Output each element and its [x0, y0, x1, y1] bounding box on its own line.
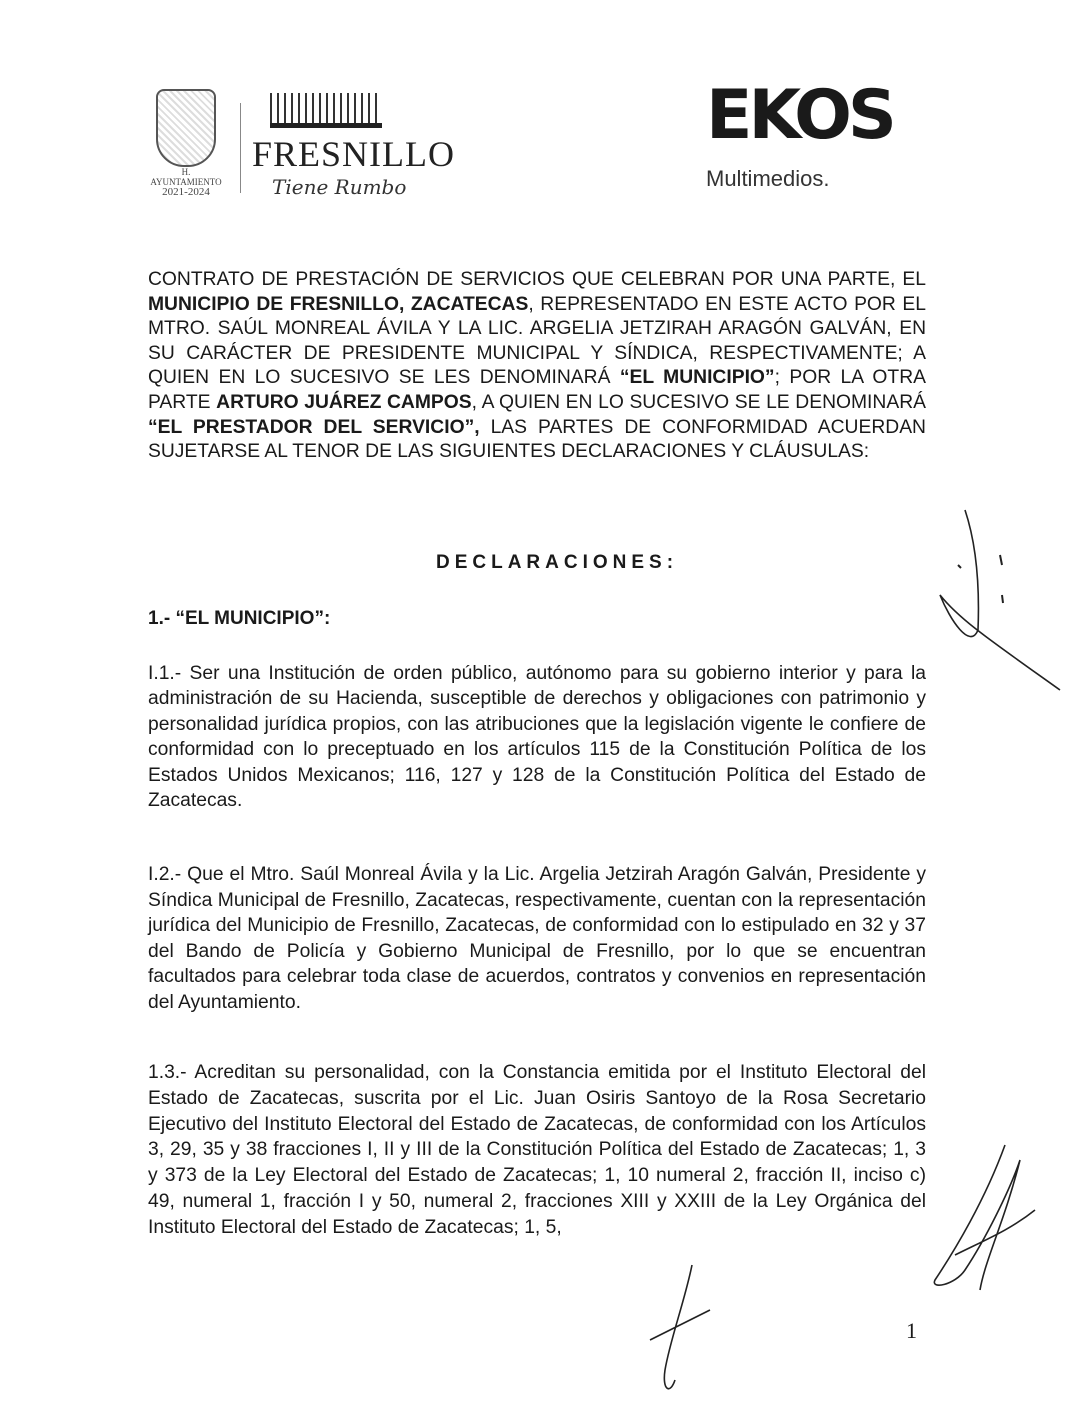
page-number: 1 [906, 1318, 917, 1343]
ayuntamiento-label [150, 167, 222, 197]
intro-bold: ARTURO JUÁREZ CAMPOS [216, 391, 472, 413]
ekos-logo [700, 76, 900, 200]
fresnillo-skyline-icon [270, 93, 382, 128]
logo-divider [240, 103, 241, 193]
intro-bold: MUNICIPIO DE FRESNILLO, ZACATECAS [148, 293, 529, 315]
intro-text: CONTRATO DE PRESTACIÓN DE SERVICIOS QUE CELEBRAN POR UNA PARTE, EL [148, 269, 926, 290]
paragraph-i2: I.2.- Que el Mtro. Saúl Monreal Ávila y la Lic. Argelia Jetzirah Aragón Galván, Presidente y Síndica Municipal de Fresnillo, Zacatecas, respectivamente, cuentan con la representación jurídica del Municipio de Fresnillo, Zacatecas, de conformidad con lo estipulado en 32 y 37 del Bando de Policía y Gobierno Municipal de Fresnillo, por lo que se encuentran facultados para celebrar toda clase de acuerdos, contratos y convenios en representación del Ayuntamiento. [148, 864, 926, 1013]
section-heading: 1.- “EL MUNICIPIO”: [148, 608, 331, 629]
intro-text: LAS PARTES DE CONFORMIDAD ACUERDAN SUJETARSE AL TENOR DE LAS SIGUIENTES DECLARACIONES Y CLÁUSULAS: [148, 416, 926, 463]
fresnillo-slogan: Tiene Rumbo [272, 175, 407, 199]
intro-bold: “EL MUNICIPIO” [619, 367, 775, 389]
intro-text: , A QUIEN EN LO SUCESIVO SE LE DENOMINARÁ [471, 391, 926, 413]
intro-text: , REPRESENTADO EN ESTE ACTO POR EL MTRO. SAÚL MONREAL ÁVILA Y LA LIC. ARGELIA JETZIRAH ARAGÓN GALVÁN, EN SU CARÁCTER DE PRESIDENTE MUNICIPAL Y SÍNDICA, RESPECTIVAMENTE; A QUIEN EN LO SUCESIVO SE LES DENOMINARÁ [148, 293, 927, 389]
municipal-shield-icon [156, 89, 216, 167]
contract-intro [148, 268, 926, 465]
signature-mark [925, 1140, 1045, 1310]
paragraph-i3: 1.3.- Acreditan su personalidad, con la Constancia emitida por el Instituto Electoral del Estado de Zacatecas, suscrita por el Lic. Juan Osiris Santoyo de la Rosa Secretario Ejecutivo del Instituto Electoral del Estado de Zacatecas, de conformidad con los Artículos 3, 29, 35 y 38 fracciones I, II y III de la Constitución Política del Estado de Zacatecas; 1, 3 y 373 de la Ley Electoral del Estado de Zacatecas; 1, 10 numeral 2, fracción II, inciso c) 49, numeral 1, fracción I y 50, numeral 2, fracciones XIII y XXIII de la Ley Orgánica del Instituto Electoral del Estado de Zacatecas; 1, 5, [148, 1062, 926, 1238]
ekos-subtitle: Multimedios. [706, 166, 830, 191]
ekos-wordmark: EKOS [706, 76, 893, 155]
fresnillo-logo [150, 85, 456, 205]
paragraph-i1: I.1.- Ser una Institución de orden público, autónomo para su gobierno interior y para la administración de su Hacienda, susceptible de derechos y obligaciones con patrimonio y personalidad jurídica propios, con las atribuciones que la legislación vigente le confiere de conformidad con lo preceptuado en los artículos 115 de la Constitución Política de los Estados Unidos Mexicanos; 116, 127 y 128 de la Constitución Política del Estado de Zacatecas. [148, 663, 926, 812]
signature-mark [920, 500, 1080, 700]
fresnillo-wordmark: FRESNILLO [252, 134, 456, 174]
intro-text: ; POR LA OTRA PARTE [148, 367, 926, 413]
ayuntamiento-text: H. AYUNTAMIENTO [150, 167, 222, 187]
ayuntamiento-years: 2021-2024 [162, 186, 210, 198]
intro-bold: “EL PRESTADOR DEL SERVICIO”, [148, 416, 480, 438]
declaraciones-heading: DECLARACIONES: [435, 552, 679, 573]
signature-mark [640, 1260, 720, 1400]
